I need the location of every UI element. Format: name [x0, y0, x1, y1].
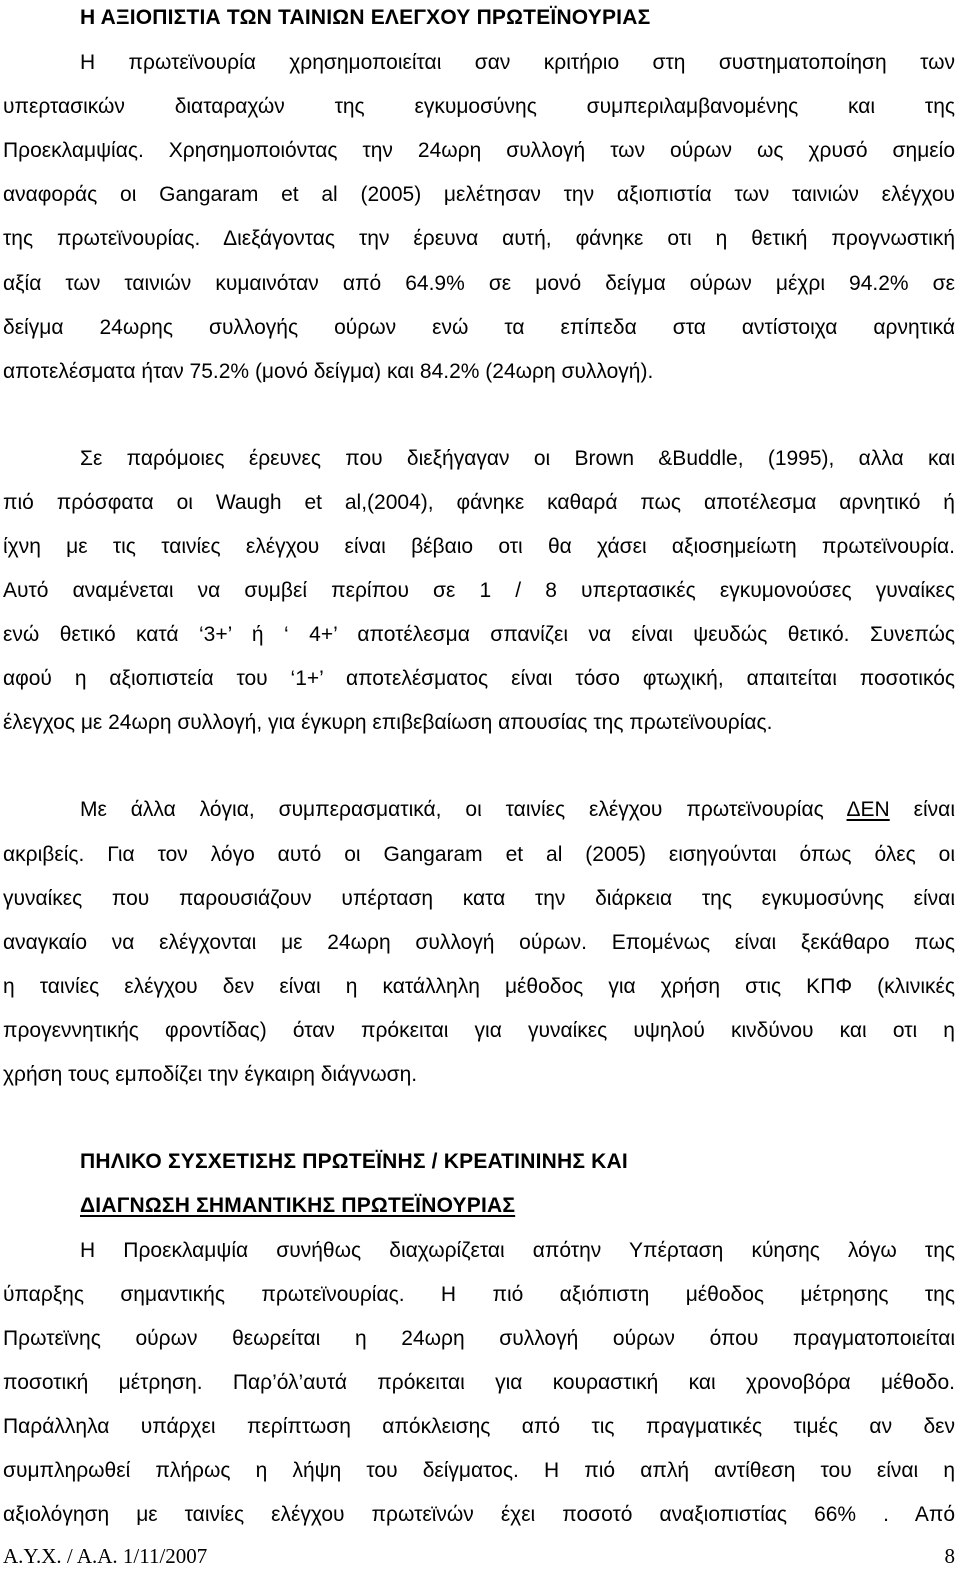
paragraph-line: αποτελέσματα ήταν 75.2% (μονό δείγμα) και 84.2% (24ωρη συλλογή).: [3, 360, 654, 383]
paragraph-line: ύπαρξης σημαντικής πρωτεϊνουρίας. Η πιό αξιόπιστη μέθοδος μέτρησης της: [3, 1283, 955, 1306]
paragraph-line: αφού η αξιοπιστεία του ‘1+’ αποτελέσματος είναι τόσο φτωχική, απαιτείται ποσοτικός: [3, 667, 955, 690]
paragraph-line: της πρωτεϊνουρίας. Διεξάγοντας την έρευνα αυτή, φάνηκε οτι η θετική προγνωστική: [3, 227, 955, 250]
paragraph-line: συμπληρωθεί πλήρως η λήψη του δείγματος. Η πιό απλή αντίθεση του είναι η: [3, 1459, 955, 1482]
text-run: είναι: [913, 798, 955, 821]
paragraph-line: Παράλληλα υπάρχει περίπτωση απόκλεισης από τις πραγματικές τιμές αν δεν: [3, 1415, 955, 1438]
paragraph-line: η ταινίες ελέγχου δεν είναι η κατάλληλη μέθοδος για χρήση στις ΚΠΦ (κλινικές: [3, 975, 955, 998]
paragraph-line: ενώ θετικό κατά ‘3+’ ή ‘ 4+’ αποτέλεσμα σπανίζει να είναι ψευδώς θετικό. Συνεπώς: [3, 623, 955, 646]
text-run: Με άλλα λόγια, συμπερασματικά, οι ταινίες ελέγχου πρωτεϊνουρίας: [80, 798, 824, 821]
paragraph-line: αξία των ταινιών κυμαινόταν από 64.9% σε μονό δείγμα ούρων μέχρι 94.2% σε: [3, 272, 955, 295]
paragraph-line: έλεγχος με 24ωρη συλλογή, για έγκυρη επιβεβαίωση απουσίας της πρωτεϊνουρίας.: [3, 711, 773, 734]
paragraph-line: Προεκλαμψίας. Χρησημοποιόντας την 24ωρη συλλογή των ούρων ως χρυσό σημείο: [3, 139, 955, 162]
footer-author-date: Α.Υ.Χ. / Α.Α. 1/11/2007: [3, 1544, 208, 1568]
paragraph-line: [80, 797, 955, 823]
paragraph-line: δείγμα 24ωρης συλλογής ούρων ενώ τα επίπεδα στα αντίστοιχα αρνητικά: [3, 316, 955, 339]
paragraph-line: ποσοτική μέτρηση. Παρ’όλ’αυτά πρόκειται για κουραστική και χρονοβόρα μέθοδο.: [3, 1371, 955, 1394]
paragraph-line: αναγκαίο να ελέγχονται με 24ωρη συλλογή ούρων. Επομένως είναι ξεκάθαρο πως: [3, 931, 955, 954]
paragraph-line: Αυτό αναμένεται να συμβεί περίπου σε 1 / 8 υπερτασικές εγκυμονούσες γυναίκες: [3, 579, 955, 602]
paragraph-line: αξιολόγηση με ταινίες ελέγχου πρωτεϊνών έχει ποσοτό αναξιοπιστίας 66% . Από: [3, 1503, 955, 1526]
paragraph-line: γυναίκες που παρουσιάζουν υπέρταση κατα την διάρκεια της εγκυμοσύνης είναι: [3, 887, 955, 910]
section-title-reliability: Η ΑΞΙΟΠΙΣΤΙΑ ΤΩΝ ΤΑΙΝΙΩΝ ΕΛΕΓΧΟΥ ΠΡΩΤΕΪΝΟΥΡΙΑΣ: [80, 6, 651, 29]
page-number: 8: [944, 1544, 955, 1568]
paragraph-line: ακριβείς. Για τον λόγο αυτό οι Gangaram et al (2005) εισηγούνται όπως όλες οι: [3, 843, 955, 866]
page-footer: [3, 1544, 955, 1572]
paragraph-line: Η πρωτεϊνουρία χρησημοποιείται σαν κριτήριο στη συστηματοποίηση των: [80, 51, 955, 74]
paragraph-line: προγεννητικής φροντίδας) όταν πρόκειται για γυναίκες υψηλού κινδύνου και οτι η: [3, 1019, 955, 1042]
paragraph-line: πιό πρόσφατα οι Waugh et al,(2004), φάνηκε καθαρά πως αποτέλεσμα αρνητικό ή: [3, 491, 955, 514]
paragraph-line: χρήση τους εμποδίζει την έγκαιρη διάγνωση.: [3, 1063, 418, 1086]
emphasis-not: ΔΕΝ: [846, 798, 890, 821]
paragraph-line: Πρωτεϊνης ούρων θεωρείται η 24ωρη συλλογή ούρων όπου πραγματοποιείται: [3, 1327, 955, 1350]
paragraph-line: αναφοράς οι Gangaram et al (2005) μελέτησαν την αξιοπιστία των ταινιών ελέγχου: [3, 183, 955, 206]
section-title-ratio-line1: ΠΗΛΙΚΟ ΣΥΣΧΕΤΙΣΗΣ ΠΡΩΤΕΪΝΗΣ / ΚΡΕΑΤΙΝΙΝΗΣ ΚΑΙ: [80, 1150, 628, 1173]
paragraph-line: Η Προεκλαμψία συνήθως διαχωρίζεται απότην Υπέρταση κύησης λόγω της: [80, 1239, 955, 1262]
paragraph-line: ίχνη με τις ταινίες ελέγχου είναι βέβαιο οτι θα χάσει αξιοσημείωτη πρωτεϊνουρία.: [3, 535, 955, 558]
section-title-ratio-line2: ΔΙΑΓΝΩΣΗ ΣΗΜΑΝΤΙΚΗΣ ΠΡΩΤΕΪΝΟΥΡΙΑΣ: [80, 1194, 516, 1217]
paragraph-line: υπερτασικών διαταραχών της εγκυμοσύνης συμπεριλαμβανομένης και της: [3, 95, 955, 118]
paragraph-line: Σε παρόμοιες έρευνες που διεξήγαγαν οι Brown &Buddle, (1995), αλλα και: [80, 447, 955, 470]
